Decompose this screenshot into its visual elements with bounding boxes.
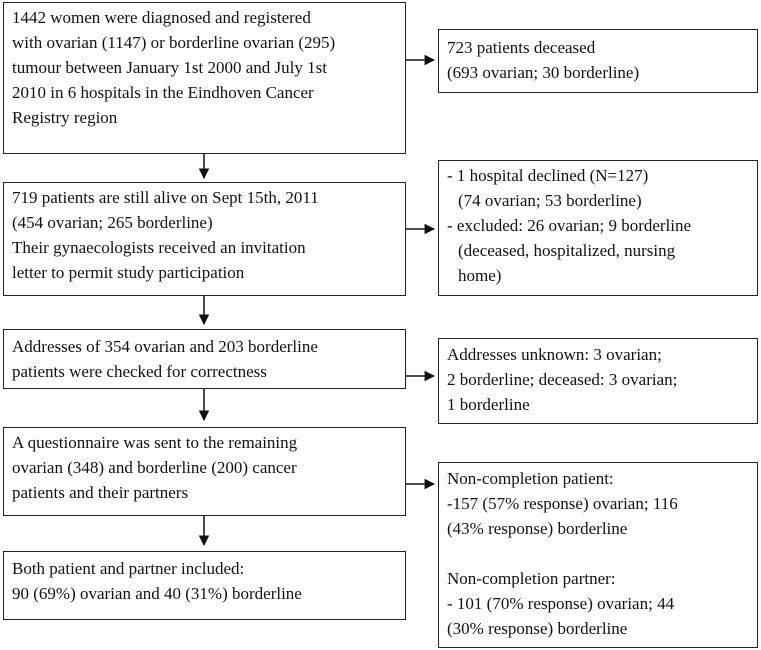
- box-line: Both patient and partner included:: [12, 559, 245, 578]
- box-line: 90 (69%) ovarian and 40 (31%) borderline: [12, 584, 302, 603]
- box-line: (454 ovarian; 265 borderline): [12, 213, 213, 232]
- box-line: 719 patients are still alive on Sept 15th, 2011: [12, 188, 319, 207]
- box-noncompletion: [438, 462, 758, 648]
- box-addresses: [3, 329, 406, 389]
- box-line: (30% response) borderline: [447, 619, 628, 638]
- box-line: Registry region: [12, 108, 118, 127]
- box-line: (deceased, hospitalized, nursing: [458, 241, 676, 260]
- box-line: 1442 women were diagnosed and registered: [12, 8, 311, 27]
- box-line: Non-completion partner:: [447, 569, 616, 588]
- box-line: patients were checked for correctness: [12, 362, 267, 381]
- box-line: Their gynaecologists received an invitation: [12, 238, 306, 257]
- box-line: ovarian (348) and borderline (200) cancer: [12, 458, 297, 477]
- box-deceased: [438, 29, 758, 93]
- box-line: 2010 in 6 hospitals in the Eindhoven Cancer: [12, 83, 314, 102]
- box-line: Addresses unknown: 3 ovarian;: [447, 345, 662, 364]
- box-line: 723 patients deceased: [447, 38, 596, 57]
- box-line: - 1 hospital declined (N=127): [447, 166, 649, 185]
- box-line: home): [458, 266, 502, 285]
- box-line: tumour between January 1st 2000 and July 1st: [12, 58, 327, 77]
- box-declined: [438, 160, 758, 296]
- box-unknown: [438, 338, 758, 424]
- box-line: -157 (57% response) ovarian; 116: [447, 494, 678, 513]
- box-line: [447, 541, 749, 566]
- box-questionnaire: [3, 427, 406, 516]
- box-line: with ovarian (1147) or borderline ovarian (295): [12, 33, 336, 52]
- box-line: - 101 (70% response) ovarian; 44: [447, 594, 675, 613]
- box-line: 1 borderline: [447, 395, 530, 414]
- box-line: (43% response) borderline: [447, 519, 628, 538]
- box-line: Non-completion patient:: [447, 469, 614, 488]
- box-line: patients and their partners: [12, 483, 189, 502]
- box-registered: [3, 2, 406, 154]
- box-line: (693 ovarian; 30 borderline): [447, 63, 640, 82]
- box-line: Addresses of 354 ovarian and 203 borderline: [12, 337, 318, 356]
- box-line: 2 borderline; deceased: 3 ovarian;: [447, 370, 678, 389]
- box-line: (74 ovarian; 53 borderline): [458, 191, 642, 210]
- box-line: A questionnaire was sent to the remaining: [12, 433, 298, 452]
- box-included: [3, 551, 406, 620]
- box-line: - excluded: 26 ovarian; 9 borderline: [447, 216, 692, 235]
- box-line: letter to permit study participation: [12, 263, 245, 282]
- box-alive: [3, 182, 406, 296]
